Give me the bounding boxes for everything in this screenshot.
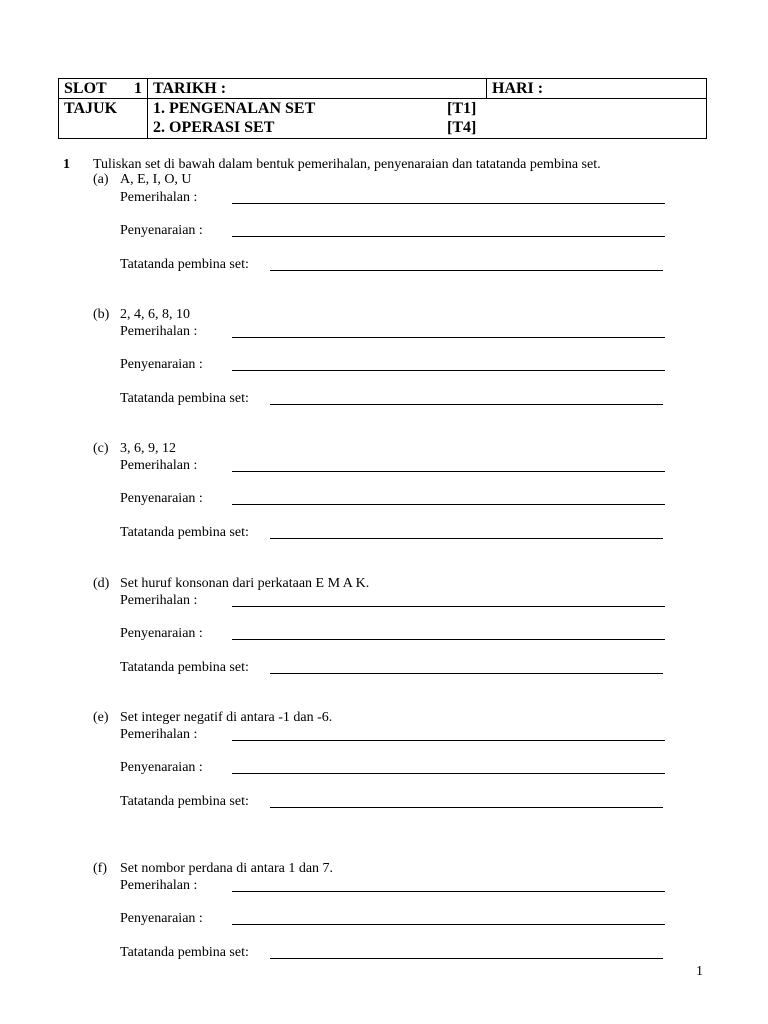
- builder-blank[interactable]: [270, 673, 663, 674]
- day-cell: [487, 79, 707, 99]
- slot-label: SLOT: [64, 80, 107, 97]
- description-blank[interactable]: [232, 471, 665, 472]
- description-label: Pemerihalan :: [120, 878, 198, 893]
- description-label: Pemerihalan :: [120, 324, 198, 339]
- part-text: A, E, I, O, U: [120, 172, 192, 187]
- slot-cell: [59, 79, 148, 99]
- builder-blank[interactable]: [270, 807, 663, 808]
- builder-label: Tatatanda pembina set:: [120, 525, 249, 540]
- listing-label: Penyenaraian :: [120, 911, 203, 926]
- part-text: Set huruf konsonan dari perkataan E M A K.: [120, 576, 370, 591]
- topic-code: [T1]: [447, 100, 477, 117]
- builder-blank[interactable]: [270, 958, 663, 959]
- slot-number: 1: [134, 80, 142, 97]
- description-blank[interactable]: [232, 337, 665, 338]
- part-letter: (d): [93, 576, 110, 591]
- description-blank[interactable]: [232, 740, 665, 741]
- builder-label: Tatatanda pembina set:: [120, 391, 249, 406]
- part-text: 2, 4, 6, 8, 10: [120, 307, 190, 322]
- date-cell: [148, 79, 487, 99]
- description-blank[interactable]: [232, 203, 665, 204]
- part-letter: (e): [93, 710, 109, 725]
- builder-blank[interactable]: [270, 404, 663, 405]
- part-text: 3, 6, 9, 12: [120, 441, 176, 456]
- listing-blank[interactable]: [232, 370, 665, 371]
- builder-label: Tatatanda pembina set:: [120, 945, 249, 960]
- topic-list-cell: [148, 99, 707, 139]
- topic-line: [153, 118, 701, 137]
- topic-text: 1. PENGENALAN SET: [153, 100, 316, 117]
- description-blank[interactable]: [232, 891, 665, 892]
- listing-label: Penyenaraian :: [120, 626, 203, 641]
- builder-label: Tatatanda pembina set:: [120, 794, 249, 809]
- part-text: Set integer negatif di antara -1 dan -6.: [120, 710, 333, 725]
- builder-blank[interactable]: [270, 270, 663, 271]
- topic-code: [T4]: [447, 119, 477, 136]
- part-letter: (c): [93, 441, 109, 456]
- listing-label: Penyenaraian :: [120, 357, 203, 372]
- date-label: TARIKH :: [153, 80, 227, 97]
- topic-label-cell: [59, 99, 148, 139]
- listing-blank[interactable]: [232, 924, 665, 925]
- description-label: Pemerihalan :: [120, 190, 198, 205]
- question-instruction: Tuliskan set di bawah dalam bentuk pemerihalan, penyenaraian dan tatatanda pembina set.: [93, 157, 601, 172]
- description-label: Pemerihalan :: [120, 458, 198, 473]
- question-number: 1: [63, 157, 70, 172]
- listing-label: Penyenaraian :: [120, 760, 203, 775]
- topic-text: 2. OPERASI SET: [153, 119, 275, 136]
- part-letter: (a): [93, 172, 109, 187]
- part-letter: (f): [93, 861, 107, 876]
- listing-label: Penyenaraian :: [120, 491, 203, 506]
- description-label: Pemerihalan :: [120, 593, 198, 608]
- listing-label: Penyenaraian :: [120, 223, 203, 238]
- topic-line: [153, 99, 701, 118]
- header-table: [58, 78, 707, 139]
- description-label: Pemerihalan :: [120, 727, 198, 742]
- description-blank[interactable]: [232, 606, 665, 607]
- listing-blank[interactable]: [232, 236, 665, 237]
- page-number: 1: [696, 964, 703, 979]
- builder-label: Tatatanda pembina set:: [120, 257, 249, 272]
- listing-blank[interactable]: [232, 773, 665, 774]
- listing-blank[interactable]: [232, 639, 665, 640]
- part-text: Set nombor perdana di antara 1 dan 7.: [120, 861, 334, 876]
- listing-blank[interactable]: [232, 504, 665, 505]
- builder-blank[interactable]: [270, 538, 663, 539]
- topic-label: TAJUK: [64, 100, 118, 117]
- day-label: HARI :: [492, 80, 544, 97]
- builder-label: Tatatanda pembina set:: [120, 660, 249, 675]
- part-letter: (b): [93, 307, 110, 322]
